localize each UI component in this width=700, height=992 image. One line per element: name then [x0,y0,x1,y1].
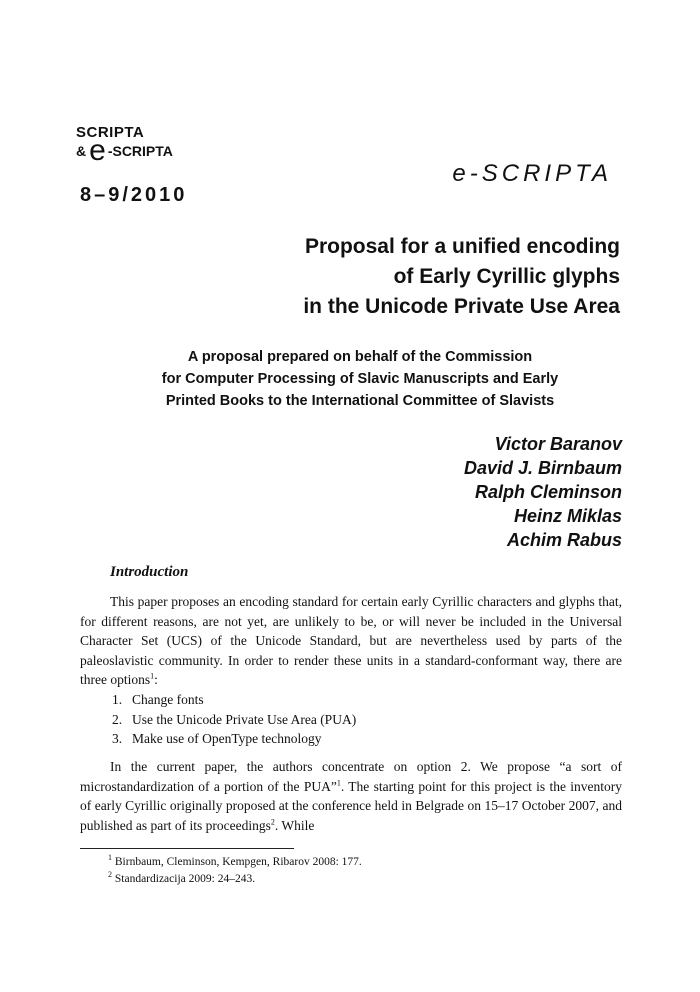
author-name: David J. Birnbaum [463,458,622,478]
list-item [112,710,356,730]
subtitle-line: Printed Books to the International Committee of Slavists [165,393,555,409]
paper-subtitle [80,346,640,412]
paper-title [200,232,620,322]
footnote-divider [80,848,294,849]
list-item [112,729,356,749]
journal-name: e-SCRIPTA [452,160,612,187]
author-name: Ralph Cleminson [474,482,622,502]
subtitle-line: A proposal prepared on behalf of the Commission [187,349,533,365]
intro-paragraph [80,592,622,690]
current-paper-paragraph [80,757,622,835]
footnote-text: Birnbaum, Cleminson, Kempgen, Ribarov 2008: 177. [114,856,362,868]
footnote-number: 2 [108,870,112,880]
author-name: Achim Rabus [506,530,622,550]
list-label: Change fonts [132,692,204,707]
title-line: in the Unicode Private Use Area [303,295,620,318]
footnote-ref[interactable]: 1 [336,778,341,787]
title-line: Proposal for a unified encoding [304,235,620,258]
options-list [112,690,356,749]
logo-ampersand: & [76,143,87,159]
logo-e-scripta [76,134,173,167]
footnotes [108,854,362,888]
footnote-text: Standardizacija 2009: 24–243. [114,873,256,885]
subtitle-line: for Computer Processing of Slavic Manuscripts and Early [161,371,559,387]
issue-number: 8–9/2010 [80,184,188,206]
logo-scripta: SCRIPTA [76,124,145,141]
author-name: Heinz Miklas [513,506,622,526]
paragraph-end: : [154,672,158,687]
logo-e-letter: e [89,134,106,167]
list-number: 3. [112,731,123,746]
logo-e-scripta-text: -SCRIPTA [107,143,173,159]
footnote-number: 1 [108,853,112,863]
list-number: 2. [112,711,123,727]
author-list [322,432,622,552]
list-label: Use the Unicode Private Use Area (PUA) [132,711,357,727]
section-heading: Introduction [110,564,189,580]
list-item [112,690,356,710]
paragraph-text: This paper proposes an encoding standard for certain early Cyrillic characters and glyphs that, for different reasons, are not yet, are unlikely to be, or will never be included in the Universal Character Set (UCS) of the Unicode Standard, but are nevertheless used by parts of the paleoslavistic community. In order to render these units in a standard-conformant way, there are three options [80,594,622,687]
footnote [108,854,362,871]
paragraph-text: In the current paper, the authors concentrate on option 2. We propose “a sort of microstandardization of a portion of the PUA” [80,759,622,794]
list-number: 1. [112,692,123,707]
journal-logo [76,124,173,167]
footnote [108,871,362,888]
footnote-ref[interactable]: 2 [270,817,275,826]
paragraph-text: . The starting point for this project is the inventory of early Cyrillic originally proposed at the conference held in Belgrade on 15–17 October 2007, and published as part of its proceedings [80,778,622,833]
footnote-ref[interactable]: 1 [150,671,155,681]
paragraph-text: . While [274,817,315,833]
author-name: Victor Baranov [494,434,622,454]
list-label: Make use of OpenType technology [132,731,322,746]
title-line: of Early Cyrillic glyphs [393,265,620,288]
